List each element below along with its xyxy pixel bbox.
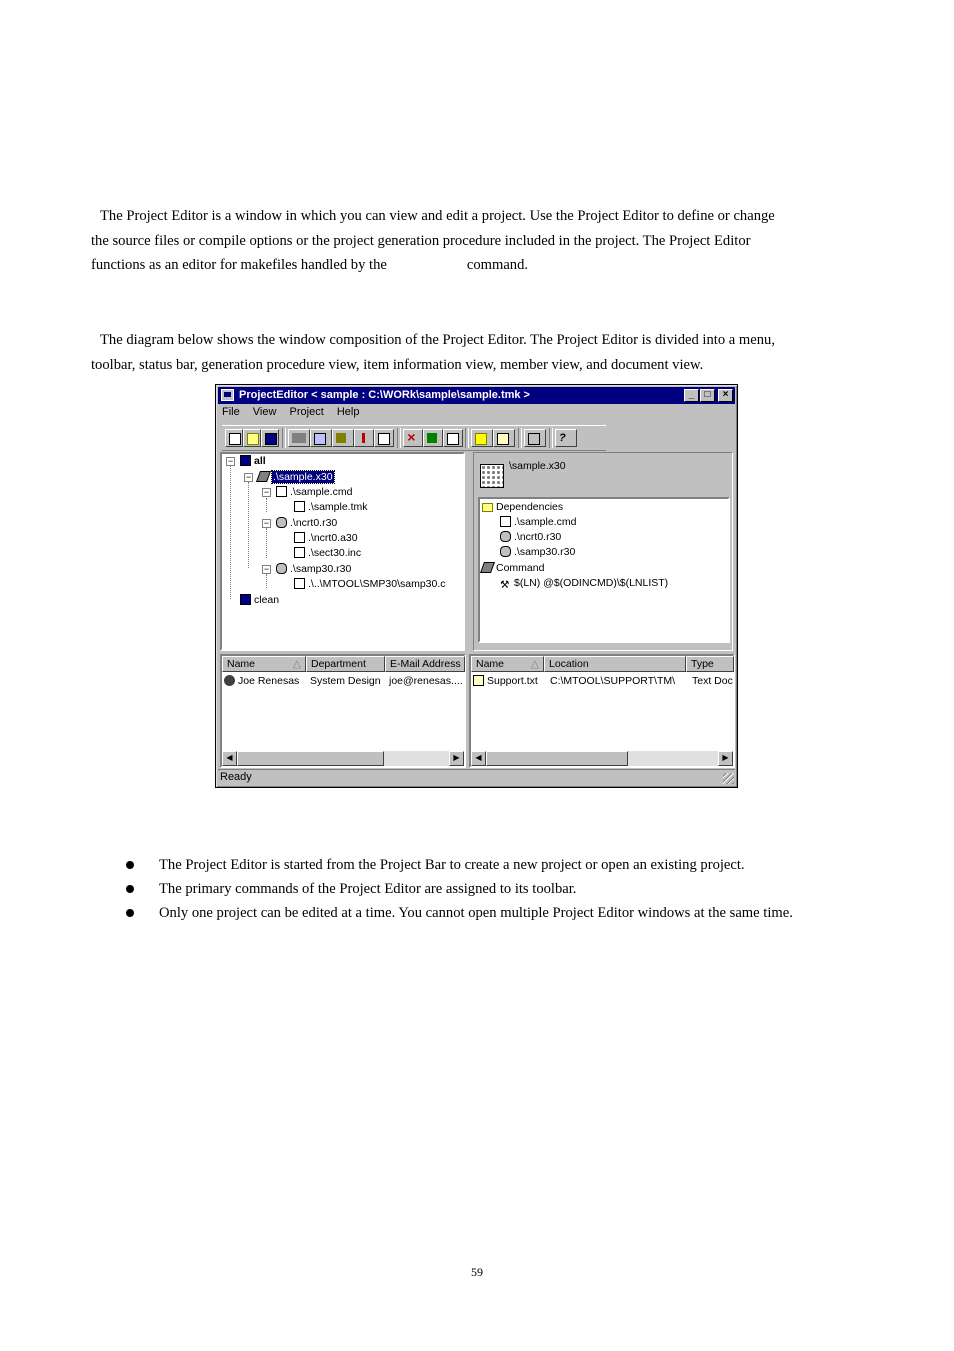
- open-button[interactable]: [243, 429, 261, 447]
- item-dependencies[interactable]: Dependencies: [482, 500, 563, 514]
- item-sample-cmd[interactable]: .\sample.cmd: [500, 515, 576, 529]
- status-bar-text: Ready: [220, 771, 252, 783]
- app-icon: [221, 389, 234, 401]
- bullet-item: The primary commands of the Project Editor are assigned to its toolbar.: [125, 877, 793, 901]
- hammer-icon: ⚒: [500, 579, 510, 591]
- item-link-command[interactable]: ⚒ $(LN) @$(ODINCMD)\$(LNLIST): [500, 577, 669, 591]
- item-ncrt0-r30[interactable]: .\ncrt0.r30: [500, 530, 561, 544]
- source-icon: [294, 532, 305, 543]
- member-hscrollbar[interactable]: [222, 751, 464, 766]
- project-icon: [240, 455, 251, 466]
- new-button[interactable]: [225, 429, 243, 447]
- delete-button[interactable]: [403, 429, 423, 447]
- menu-help[interactable]: Help: [336, 406, 360, 418]
- composition-line-2: toolbar, status bar, generation procedure view, item information view, member view, and document view.: [91, 356, 704, 373]
- tree-item-ncrt0-r30[interactable]: .\ncrt0.r30: [276, 516, 337, 530]
- member-col-department[interactable]: Department: [306, 656, 385, 672]
- document-hscrollbar[interactable]: [471, 751, 733, 766]
- properties-icon: [378, 433, 390, 445]
- window-button[interactable]: [524, 429, 546, 447]
- item-title: \sample.x30: [509, 460, 566, 472]
- document-icon: [294, 547, 305, 558]
- tree-item-samp30-r30[interactable]: .\samp30.r30: [276, 562, 351, 576]
- item-details-list: [478, 497, 730, 643]
- menu-view[interactable]: View: [252, 406, 277, 418]
- window-title: ProjectEditor < sample : C:\WORk\sample\sample.tmk >: [239, 389, 530, 401]
- build-icon: [292, 433, 306, 443]
- member-button[interactable]: [471, 429, 493, 447]
- intro-paragraph: [91, 204, 861, 278]
- save-button[interactable]: [261, 429, 279, 447]
- generation-procedure-view: − all − .\sample.x30 − .\sample.cmd .\sample.tmk − .\ncrt0.r30 .\ncrt0.a30 .\sect30.inc − .\samp30.r30 .\..\MTOOL\SMP30\samp30.c clean: [220, 452, 465, 651]
- help-icon: ?: [559, 432, 566, 444]
- resize-grip-icon[interactable]: [723, 773, 734, 784]
- document-view: [469, 654, 735, 768]
- document-button[interactable]: [493, 429, 515, 447]
- item-information-view: [473, 452, 733, 651]
- save-icon: [265, 433, 277, 445]
- tree-item-sample-cmd[interactable]: .\sample.cmd: [276, 485, 352, 499]
- member-row[interactable]: Joe Renesas System Design joe@renesas....: [224, 675, 299, 687]
- member-icon: [475, 433, 487, 445]
- intro-line-3b: command.: [466, 257, 529, 273]
- object-icon: [500, 531, 511, 542]
- tree-item-sample-x30[interactable]: .\sample.x30: [258, 470, 334, 484]
- executable-icon: [480, 464, 504, 488]
- minimize-button[interactable]: _: [684, 389, 699, 402]
- command-file-icon: [276, 486, 287, 497]
- tree-item-ncrt0-a30[interactable]: .\ncrt0.a30: [294, 531, 358, 545]
- project-icon: [240, 594, 251, 605]
- folder-icon: [482, 503, 493, 512]
- document-col-name[interactable]: Name △: [471, 656, 544, 672]
- open-icon: [247, 433, 259, 445]
- tree-item-sect30-inc[interactable]: .\sect30.inc: [294, 546, 361, 560]
- source-icon: [294, 578, 305, 589]
- project-editor-window: [215, 384, 738, 788]
- tree-item-sample-tmk[interactable]: .\sample.tmk: [294, 500, 368, 514]
- item-command[interactable]: Command: [482, 561, 544, 575]
- edit-command-icon: [447, 433, 459, 445]
- bullet-item: Only one project can be edited at a time. You cannot open multiple Project Editor windows at the same time.: [125, 901, 793, 925]
- bullet-list: [125, 853, 793, 925]
- scroll-left-icon[interactable]: ◀: [222, 751, 237, 766]
- document-row[interactable]: Support.txt C:\MTOOL\SUPPORT\TM\ Text Doc: [473, 675, 538, 687]
- intro-line-1: The Project Editor is a window in which you can view and edit a project. Use the Project Editor to define or change: [100, 208, 775, 224]
- build-all-button[interactable]: [310, 429, 332, 447]
- person-icon: [224, 675, 235, 686]
- menu-file[interactable]: File: [222, 406, 240, 418]
- title-bar: [218, 387, 735, 404]
- sort-up-icon: △: [292, 658, 301, 670]
- command-icon: [480, 562, 495, 573]
- menu-project[interactable]: Project: [289, 406, 324, 418]
- maximize-button[interactable]: □: [700, 389, 715, 402]
- composition-line-1: The diagram below shows the window composition of the Project Editor. The Project Editor is divided into a menu,: [100, 332, 775, 348]
- intro-line-2: the source files or compile options or the project generation procedure included in the project. The Project Editor: [91, 232, 751, 249]
- tree-item-clean[interactable]: clean: [240, 593, 279, 607]
- intro-line-3: [91, 253, 861, 278]
- member-col-name[interactable]: Name △: [222, 656, 306, 672]
- document-col-type[interactable]: Type: [686, 656, 734, 672]
- tree-item-samp30-c[interactable]: .\..\MTOOL\SMP30\samp30.c: [294, 577, 446, 591]
- page-number: 59: [471, 1265, 483, 1279]
- toolbar: [222, 425, 606, 451]
- tree-icon: [427, 433, 437, 443]
- scroll-right-icon[interactable]: ▶: [449, 751, 464, 766]
- properties-button[interactable]: [374, 429, 394, 447]
- bullet-item: The Project Editor is started from the Project Bar to create a new project or open an existing project.: [125, 853, 793, 877]
- close-button[interactable]: ×: [718, 389, 733, 402]
- intro-line-3a: functions as an editor for makefiles handled by the: [91, 257, 387, 273]
- new-icon: [229, 433, 241, 445]
- menu-bar: [222, 406, 369, 422]
- stop-button[interactable]: [354, 429, 374, 447]
- object-icon: [276, 517, 287, 528]
- object-icon: [276, 563, 287, 574]
- build-button[interactable]: [288, 429, 310, 447]
- sort-up-icon: △: [530, 658, 539, 670]
- build-all-icon: [314, 433, 326, 445]
- document-col-location[interactable]: Location: [544, 656, 686, 672]
- text-document-icon: [473, 675, 484, 686]
- scroll-left-icon[interactable]: ◀: [471, 751, 486, 766]
- edit-command-button[interactable]: [443, 429, 463, 447]
- member-view: [220, 654, 466, 768]
- help-button[interactable]: [555, 429, 577, 447]
- member-col-email[interactable]: E-Mail Address: [385, 656, 465, 672]
- exclamation-icon: [362, 433, 365, 443]
- object-icon: [500, 546, 511, 557]
- tree-item-all[interactable]: all: [240, 454, 266, 468]
- command-file-icon: [500, 516, 511, 527]
- delete-icon: ×: [407, 429, 416, 445]
- tree-button[interactable]: [423, 429, 443, 447]
- rebuild-button[interactable]: [332, 429, 354, 447]
- scroll-right-icon[interactable]: ▶: [718, 751, 733, 766]
- document-icon: [294, 501, 305, 512]
- window-icon: [528, 433, 540, 445]
- item-samp30-r30[interactable]: .\samp30.r30: [500, 545, 575, 559]
- rebuild-icon: [336, 433, 346, 443]
- scroll-thumb[interactable]: [237, 751, 384, 766]
- scroll-thumb[interactable]: [486, 751, 628, 766]
- document-icon: [497, 433, 509, 445]
- composition-paragraph: [91, 328, 861, 377]
- chip-icon: [256, 471, 271, 482]
